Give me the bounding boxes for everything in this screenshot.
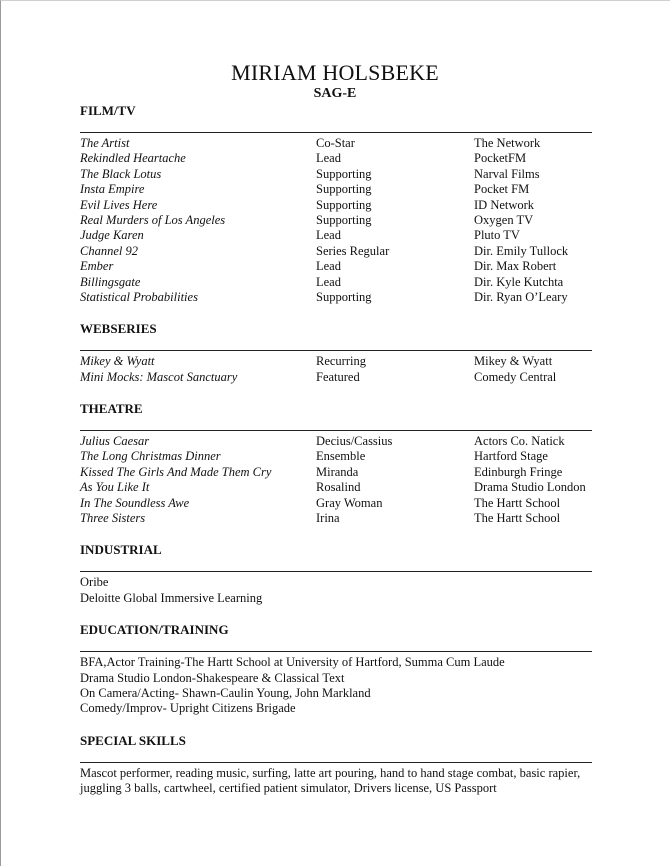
credit-role: Supporting — [316, 166, 372, 181]
credit-company: The Hartt School — [474, 511, 561, 526]
credit-title: Insta Empire — [80, 182, 145, 197]
credit-title: Three Sisters — [80, 511, 146, 526]
section-heading: WEBSERIES — [80, 321, 157, 337]
actor-name: MIRIAM HOLSBEKE — [231, 60, 439, 85]
credit-company: Comedy Central — [474, 369, 557, 384]
section-heading: EDUCATION/TRAINING — [80, 622, 229, 638]
credit-company: Edinburgh Fringe — [474, 464, 563, 479]
skills-text: Mascot performer, reading music, surfing, latte art pouring, hand to hand stage combat, basic rapier, juggling 3 balls, cartwheel, certified patient simulator, Drivers license, US Passport — [80, 765, 581, 796]
credit-title: In The Soundless Awe — [80, 495, 190, 510]
credit-company: The Hartt School — [474, 495, 561, 510]
credit-row — [80, 370, 592, 385]
section-film-tv — [80, 103, 592, 305]
credit-title: Channel 92 — [80, 243, 138, 258]
credit-row — [80, 259, 592, 274]
credit-row — [80, 213, 592, 228]
credit-role: Lead — [316, 259, 341, 274]
credit-role: Supporting — [316, 289, 372, 304]
credit-company: Pocket FM — [474, 182, 530, 197]
credit-role: Supporting — [316, 182, 372, 197]
industrial-list — [80, 575, 592, 606]
credit-role: Lead — [316, 151, 341, 166]
credit-role: Gray Woman — [316, 495, 383, 510]
credit-title: As You Like It — [80, 480, 150, 495]
credit-title: The Black Lotus — [80, 166, 162, 181]
list-item: Drama Studio London-Shakespeare & Classical Text — [80, 670, 345, 685]
credit-company: PocketFM — [474, 151, 527, 166]
credit-title: Statistical Probabilities — [80, 289, 198, 304]
credit-company: Actors Co. Natick — [474, 434, 565, 449]
list-item: On Camera/Acting- Shawn-Caulin Young, John Markland — [80, 685, 371, 700]
credit-row — [80, 275, 592, 290]
credit-role: Ensemble — [316, 449, 366, 464]
credit-title: Kissed The Girls And Made Them Cry — [80, 464, 272, 479]
credit-row — [80, 290, 592, 305]
credit-role: Irina — [316, 511, 340, 526]
credit-role: Series Regular — [316, 243, 390, 258]
credit-company: Dir. Max Robert — [474, 259, 557, 274]
list-item: Oribe — [80, 575, 109, 590]
credit-row — [80, 244, 592, 259]
section-divider — [80, 557, 592, 572]
credit-company: Dir. Emily Tullock — [474, 243, 569, 258]
section-theatre — [80, 401, 592, 526]
credit-company: Pluto TV — [474, 228, 520, 243]
credit-company: Hartford Stage — [474, 449, 548, 464]
section-divider — [80, 637, 592, 652]
credit-company: The Network — [474, 136, 541, 150]
section-education — [80, 622, 592, 717]
section-heading: FILM/TV — [80, 103, 136, 118]
credit-row — [80, 434, 592, 449]
credit-role: Supporting — [316, 212, 372, 227]
credit-title: Mikey & Wyatt — [80, 354, 155, 369]
credit-row — [80, 136, 592, 151]
section-heading: THEATRE — [80, 401, 143, 417]
credit-row — [80, 354, 592, 369]
credit-company: Narval Films — [474, 166, 540, 181]
credit-role: Lead — [316, 274, 341, 289]
section-webseries — [80, 321, 592, 385]
credit-role: Miranda — [316, 464, 359, 479]
credit-role: Lead — [316, 228, 341, 243]
credit-role: Co-Star — [316, 136, 355, 150]
credit-role: Featured — [316, 369, 360, 384]
section-divider — [80, 118, 592, 133]
list-item: Comedy/Improv- Upright Citizens Brigade — [80, 701, 296, 716]
credit-row — [80, 167, 592, 182]
credit-row — [80, 449, 592, 464]
credit-title: The Long Christmas Dinner — [80, 449, 221, 464]
credit-company: Dir. Kyle Kutchta — [474, 274, 564, 289]
credit-title: The Artist — [80, 136, 130, 150]
credit-row — [80, 480, 592, 495]
credit-title: Rekindled Heartache — [80, 151, 186, 166]
credit-company: Dir. Ryan O’Leary — [474, 289, 568, 304]
credit-title: Billingsgate — [80, 274, 141, 289]
education-list — [80, 655, 592, 717]
list-item: BFA,Actor Training-The Hartt School at University of Hartford, Summa Cum Laude — [80, 655, 505, 670]
section-heading: SPECIAL SKILLS — [80, 732, 186, 748]
credit-role: Rosalind — [316, 480, 361, 495]
section-industrial — [80, 542, 592, 606]
credit-title: Judge Karen — [80, 228, 144, 243]
credit-row — [80, 465, 592, 480]
credit-title: Julius Caesar — [80, 434, 150, 449]
credit-company: Drama Studio London — [474, 480, 586, 495]
credit-row — [80, 198, 592, 213]
credit-row — [80, 151, 592, 166]
union-status: SAG-E — [313, 86, 357, 101]
credit-company: Mikey & Wyatt — [474, 354, 553, 369]
credits-table — [80, 136, 592, 305]
credit-row — [80, 511, 592, 526]
credit-role: Supporting — [316, 197, 372, 212]
list-item: Deloitte Global Immersive Learning — [80, 590, 263, 605]
credit-title: Mini Mocks: Mascot Sanctuary — [80, 369, 238, 384]
section-divider — [80, 336, 592, 351]
credit-row — [80, 496, 592, 511]
credit-title: Evil Lives Here — [80, 197, 158, 212]
credits-table — [80, 354, 592, 385]
credit-title: Ember — [80, 259, 114, 274]
resume-body — [80, 103, 592, 797]
section-divider — [80, 748, 592, 763]
credit-title: Real Murders of Los Angeles — [80, 212, 226, 227]
section-heading: INDUSTRIAL — [80, 542, 162, 558]
section-special-skills — [80, 733, 592, 797]
credit-role: Decius/Cassius — [316, 434, 393, 449]
credits-table — [80, 434, 592, 526]
credit-row — [80, 182, 592, 197]
credit-role: Recurring — [316, 354, 366, 369]
credit-company: ID Network — [474, 197, 535, 212]
credit-company: Oxygen TV — [474, 212, 534, 227]
credit-row — [80, 228, 592, 243]
section-divider — [80, 416, 592, 431]
